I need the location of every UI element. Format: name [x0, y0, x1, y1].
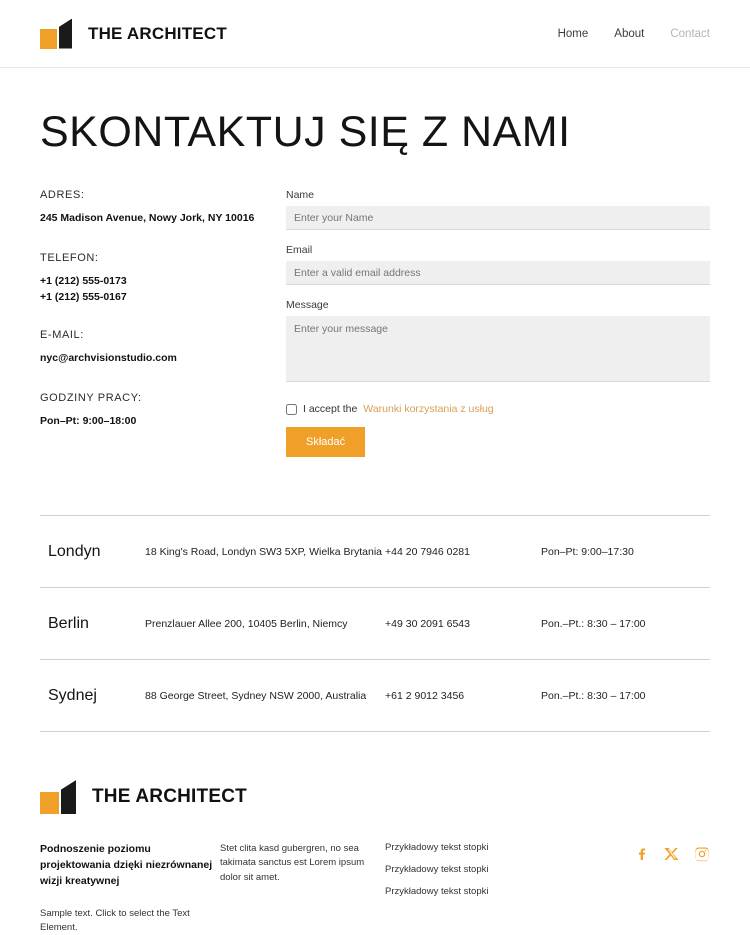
nav-item-about[interactable]: About [614, 27, 645, 40]
message-input[interactable] [286, 316, 710, 382]
footer-link-3[interactable]: Przykładowy tekst stopki [385, 886, 489, 898]
page-title: SKONTAKTUJ SIĘ Z NAMI [40, 108, 571, 156]
footer-note: Sample text. Click to select the Text Element. [40, 908, 190, 934]
office-phone: +49 30 2091 6543 [385, 617, 470, 630]
phone-value-1: +1 (212) 555-0173 [40, 275, 127, 288]
table-row [40, 516, 710, 588]
footer-body-text: Stet clita kasd gubergren, no sea takimata sanctus est Lorem ipsum dolor sit amet. [220, 843, 365, 883]
office-hours: Pon.–Pt.: 8:30 – 17:00 [541, 617, 646, 630]
hours-value: Pon–Pt: 9:00–18:00 [40, 415, 137, 428]
footer-brand-name: THE ARCHITECT [92, 786, 247, 808]
message-field-label: Message [286, 299, 329, 312]
office-address: 88 George Street, Sydney NSW 2000, Australia [145, 689, 367, 702]
name-input[interactable] [286, 206, 710, 230]
footer-column-text [220, 842, 385, 885]
x-twitter-icon[interactable] [664, 846, 680, 867]
footer-social-links [565, 842, 710, 867]
address-label: ADRES: [40, 189, 85, 202]
table-row [40, 588, 710, 660]
architect-logo-icon [40, 19, 80, 49]
site-header [0, 0, 750, 68]
office-phone: +44 20 7946 0281 [385, 545, 470, 558]
main-nav [558, 28, 710, 40]
footer-link-2[interactable]: Przykładowy tekst stopki [385, 864, 489, 876]
email-label: E-MAIL: [40, 328, 84, 341]
footer-brand-logo[interactable] [40, 780, 710, 814]
contact-info-column [40, 189, 285, 457]
footer-column-headline [40, 842, 220, 935]
office-phone: +61 2 9012 3456 [385, 689, 465, 702]
brand-logo[interactable] [40, 19, 227, 49]
hours-label: GODZINY PRACY: [40, 392, 142, 405]
office-hours: Pon.–Pt.: 8:30 – 17:00 [541, 689, 646, 702]
brand-name: THE ARCHITECT [88, 23, 227, 43]
footer-link-1[interactable]: Przykładowy tekst stopki [385, 842, 489, 854]
email-value: nyc@archvisionstudio.com [40, 351, 177, 364]
office-address: Prenzlauer Allee 200, 10405 Berlin, Niemcy [145, 617, 348, 630]
office-hours: Pon–Pt: 9:00–17:30 [541, 545, 634, 558]
email-input[interactable] [286, 261, 710, 285]
name-field-label: Name [286, 189, 315, 202]
terms-link[interactable]: Warunki korzystania z usług [363, 403, 494, 416]
footer-column-links [385, 842, 565, 908]
architect-logo-icon [40, 780, 84, 814]
nav-item-contact[interactable]: Contact [670, 27, 710, 40]
instagram-icon[interactable] [694, 846, 710, 867]
accept-terms-text: I accept the [303, 403, 358, 416]
nav-item-home[interactable]: Home [557, 27, 589, 40]
accept-terms-row [286, 403, 710, 415]
phone-label: TELEFON: [40, 252, 99, 265]
office-city: Berlin [48, 614, 89, 632]
office-city: Londyn [48, 542, 101, 560]
phone-value-2: +1 (212) 555-0167 [40, 290, 127, 303]
email-field-label: Email [286, 244, 313, 257]
phone-values [40, 274, 285, 304]
office-city: Sydnej [48, 686, 97, 704]
submit-button[interactable]: Składać [286, 427, 365, 457]
facebook-icon[interactable] [634, 846, 650, 867]
footer-headline: Podnoszenie poziomu projektowania dzięki niezrównanej wizji kreatywnej [40, 843, 213, 887]
address-value: 245 Madison Avenue, Nowy Jork, NY 10016 [40, 212, 255, 225]
office-address: 18 King's Road, Londyn SW3 5XP, Wielka Brytania [145, 545, 383, 558]
contact-section [40, 189, 710, 457]
table-row [40, 660, 710, 732]
footer-columns [40, 842, 710, 935]
contact-form [285, 189, 710, 457]
site-footer [40, 780, 710, 935]
offices-table [40, 515, 710, 732]
accept-terms-checkbox[interactable] [286, 404, 297, 415]
